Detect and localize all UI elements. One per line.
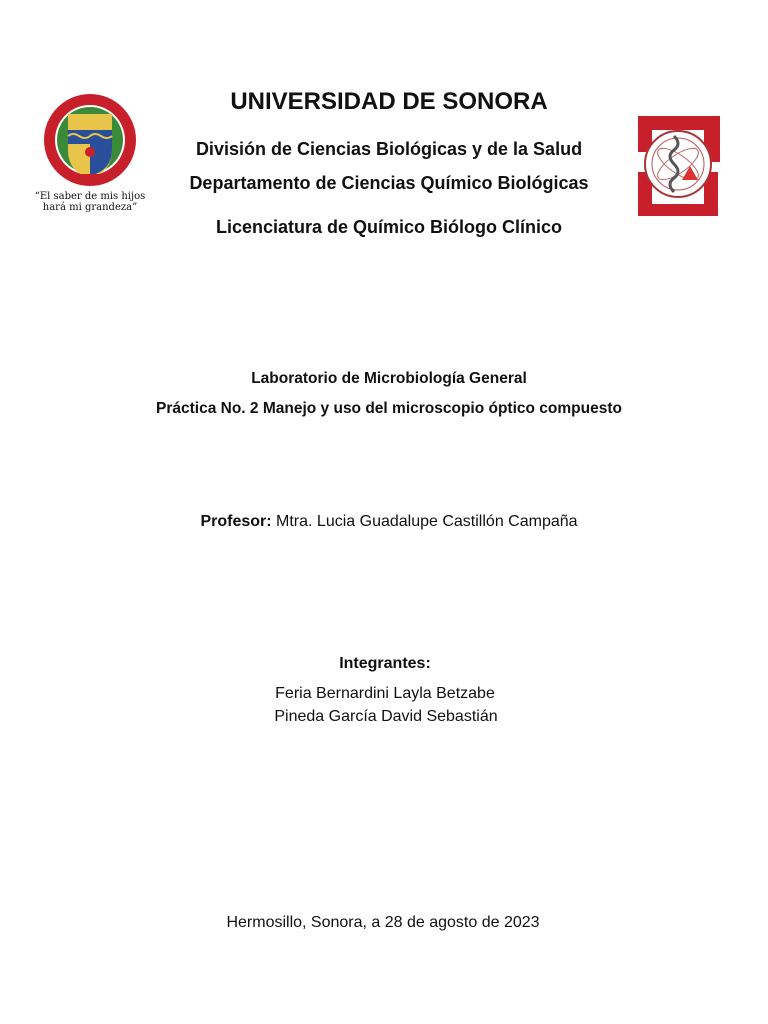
member-name: Feria Bernardini Layla Betzabe bbox=[275, 685, 495, 702]
degree-title: Licenciatura de Químico Biólogo Clínico bbox=[215, 217, 563, 237]
members-label: Integrantes: bbox=[339, 655, 431, 672]
professor-label: Profesor: bbox=[200, 513, 272, 530]
university-motto bbox=[26, 191, 154, 213]
member-name: Pineda García David Sebastián bbox=[274, 708, 498, 725]
place-date: Hermosillo, Sonora, a 28 de agosto de 2023 bbox=[226, 914, 540, 931]
lab-name: Laboratorio de Microbiología General bbox=[251, 370, 527, 387]
professor-name: Mtra. Lucia Guadalupe Castillón Campaña bbox=[276, 513, 578, 530]
division-title: División de Ciencias Biológicas y de la Salud bbox=[195, 139, 583, 159]
practice-title: Práctica No. 2 Manejo y uso del microscopio óptico compuesto bbox=[156, 400, 622, 417]
department-logo bbox=[630, 112, 726, 220]
motto-line-1: “El saber de mis hijos bbox=[34, 191, 146, 202]
university-title: UNIVERSIDAD DE SONORA bbox=[230, 88, 548, 115]
motto-line-2: hará mi grandeza” bbox=[42, 202, 138, 213]
department-title: Departamento de Ciencias Químico Biológicas bbox=[189, 173, 589, 193]
professor-line bbox=[0, 513, 768, 531]
